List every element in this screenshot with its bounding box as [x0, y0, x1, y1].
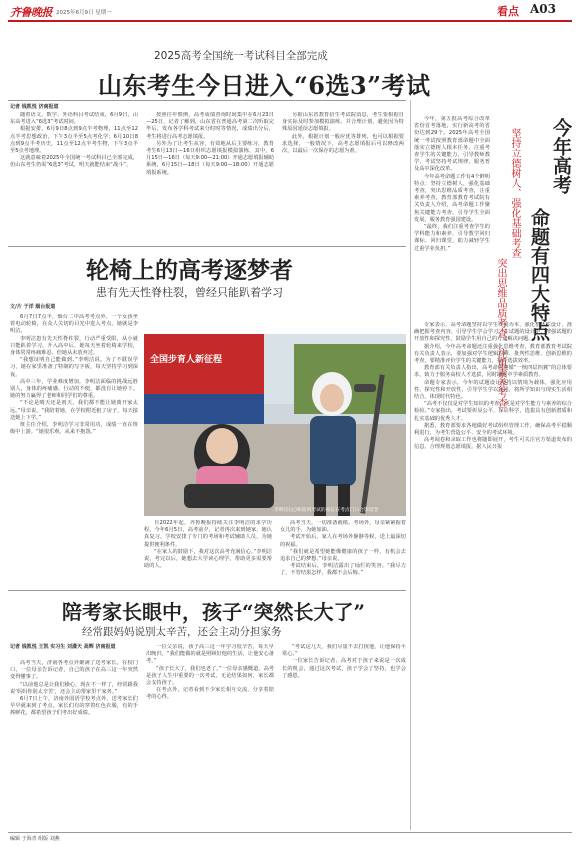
- story1-kicker: 2025高考全国统一考试科目全部完成: [154, 50, 328, 62]
- sidebar-col-bottom: [414, 322, 572, 820]
- story1-p6: 另据山东省教育招生考试院消息，考生要根据自身实际及时参加模拟演练，并合理计划，避免因为特殊原因延误志愿填报。: [282, 112, 404, 133]
- story2-headline: 轮椅上的高考逐梦者: [86, 257, 293, 284]
- sidebar-p8: “高考不仅仅是对学生知识的考查，更是对学生能力与素养的综合检验。”专家指出，考试要彰显公平，保证科学，选拔具有创新潜质和扎实基础的优秀人才。: [414, 401, 572, 422]
- story2-col-right: [280, 520, 406, 582]
- story1-headline: 山东考生今日进入“6选3”考试: [98, 71, 431, 100]
- story2-photo: [144, 334, 406, 516]
- masthead-section: 看点: [497, 5, 519, 18]
- story1-p4: 按照往年惯例，高考成绩查询时间集中在6月23日—25日，记者了解到，山东省在普通高考第二次听取完毕后，发布各学科考试来分时时等情况，成绩出分后，考生将进行高考志愿填报。: [146, 112, 274, 140]
- masthead-date: 2025年6月9日 星期一: [56, 10, 112, 16]
- story1-byline: 记者 钱凯悦 济南报道: [10, 104, 59, 110]
- story2-p1: 6月7日7点半，烟台二中高考考点外，一个女孩坐着电动轮椅，在众人关切的目光中进入考点。她就是李明洁。: [10, 314, 138, 335]
- story3-p5: “孩子长大了，我们也老了。”一位母亲感慨道，高考是孩子人生中重要的一次考试，无论结果如何，家长都会支持孩子。: [146, 665, 274, 687]
- story2-col-mid: [144, 520, 272, 582]
- story1-p5: 另外为了让考生从容，有效地从后主要练习，教育考生6月13日—16日组织志愿填报模拟演练，其中，6月15日—16日（每天9:00—21:00）开通志愿填报辅助系统，6月15日—18日（每天9:00—18:00）开通志愿填报系统。: [146, 140, 274, 176]
- story3-byline: 记者 钱凯悦 王凯 实习生 刘潇天 高辉 济南报道: [10, 644, 116, 650]
- story3-subhead: 经常跟妈妈说别太辛苦，还会主动分担家务: [82, 626, 282, 638]
- story2-p12: 考试结束后，李明洁露出了灿烂的笑容。“我尽力了，不管结果怎样，我都不会后悔。”: [280, 563, 406, 577]
- sidebar-p6: 教育部有关负责人指出，高考命题遵循“一核四层四翼”的总体要求，致力于服务高校人才选拔，同时助推中学素质教育。: [414, 365, 572, 379]
- story1-col2: [146, 112, 274, 242]
- story1-col3: [282, 112, 404, 242]
- story3-col3: [282, 644, 406, 826]
- story2-p6: 班主任介绍，李明洁学习非常用功，成绩一直在班级中上游。“她很乐观，从来不抱怨。”: [10, 422, 138, 436]
- story2-top-rule: [8, 246, 406, 247]
- story2-p2: 李明洁患有先天性脊柱裂，行动严重受限，从小就只能趴着学习。升入高中后，她每天坐着轮椅来学校，身体常常疼痛难忍，但她从未放弃过。: [10, 335, 138, 357]
- story1-rule: [8, 100, 406, 101]
- sidebar-p3: “最终，我们注重考查学生的学科能力和素养，引导教学回归课标、回归课堂，助力减轻学生过重学业负担。”: [414, 224, 490, 252]
- story2-p11: “我们就是希望她能像健康的孩子一样，有机会去追求自己的梦想。”母亲说。: [280, 548, 406, 563]
- story2-subhead: 患有先天性脊柱裂，曾经只能趴着学习: [96, 286, 283, 299]
- story2-p10: 考试开始后，家人在考场外静静等候，送上最深切的祝福。: [280, 534, 406, 548]
- story2-byline: 文/片 于洋 烟台报道: [10, 304, 56, 310]
- footer-rule: [8, 832, 572, 833]
- sidebar-col-top: [414, 116, 490, 320]
- sidebar-sub-col2: 突出思维品质考查、注重素养考查: [495, 258, 506, 408]
- story3-p7: “考试这几天，我们尽量不去打扰他，让他保持平常心。”: [282, 644, 406, 658]
- sidebar-divider: [410, 100, 411, 830]
- story2-p7: 自2022年起，齐鲁晚报持续关注李明洁的求学历程。今年6月5日，高考前夕，记者再次来到她家，她认真复习。学校安排了专门的考场和考试辅助人员，为她提供便利条件。: [144, 520, 272, 548]
- sidebar-p2: 今年高考命题工作有4个鲜明特点：坚持立德树人，强化基础考查，突出思维品质考查，注重素养考查。教育部教育考试院有关负责人介绍，高考命题工作聚焦关键能力考查，引导学生全面发展，服务教育强国建设。: [414, 173, 490, 223]
- story3-p2: “以前他总是让我们操心，现在不一样了，经常跟我说‘妈妈你别太辛苦’，还会主动帮家里干家务。”: [10, 681, 138, 695]
- sidebar-title-col1: 今年高考: [550, 118, 572, 194]
- story3-headline: 陪考家长眼中，孩子“突然长大了”: [62, 600, 366, 624]
- sidebar-p1: 今年，第五批高考综合改革省份首考落地，实行新高考的省份达到29个。2025年高考全国统一考试按照教育部命题中全面落实立德树人根本任务，注重考查学生的关键能力，引导教师教学，考试坚持考试规律，服务普及高中深化改革。: [414, 116, 490, 173]
- story1-p2: 根据安排，6月9日8点到9点半考物理，11点至12点半考思想政治，下午3点半至5点考化学；6月10日8点到9点半考历史，11点至12点半考生物，下午3点半至5点考地理。: [10, 126, 138, 155]
- story1-col1: [10, 112, 138, 242]
- story2-p3: “我想证明自己能做到。”李明洁说。为了不耽误学习，她在家里准备了特制的写字板，每天坚持学习到深夜。: [10, 357, 138, 378]
- sidebar-p9: 据悉，教育部要求各地做好考试组织管理工作，确保高考平稳顺利进行，为考生营造公平、安全的考试环境。: [414, 422, 572, 437]
- story2-p8: “在家人的鼓励下，我对这次高考充满信心。”李明洁说，考完以后，她想去大学读心理学，帮助更多需要帮助的人。: [144, 548, 272, 570]
- story3-top-rule: [8, 590, 406, 591]
- story3-p1: 高考当天，济南各考点外聚满了送考家长。在校门口，一位母亲告诉记者，自己的孩子在高三这一年突然变得懂事了。: [10, 660, 138, 681]
- sidebar-p10: 高考阅卷和录取工作也将随即展开，考生可关注官方渠道发布的信息，合理规划志愿填报。据人民日报: [414, 437, 572, 451]
- masthead-logo: 齐鲁晚报: [10, 6, 52, 19]
- sidebar-p7: 命题专家表示，今年的试题设计坚持以情境为载体，强化应用性、探究性和开放性，引导学生学以致用，将所学知识与现实生活相结合，体现时代特色。: [414, 379, 572, 401]
- story1-p3: 这就意味着2025年全国统一考试科目已全部完成，但山东考生仍需“6选3”考试，明天就能结束“战斗”。: [10, 155, 138, 169]
- story1-p7: 此外，根据计划一般应优等排列，也可以根据要求选择，一般情况下，高考志愿填报后可以修改两次，以最后一次保存的志愿为准。: [282, 133, 404, 155]
- masthead-rule: [8, 20, 572, 22]
- photo-caption: 李明洁(左)和陪同考试的家长在考点门口合影留念: [274, 508, 379, 513]
- story2-p4: 高中三年，学业难度增加，李明洁面临的挑战远胜别人，身体的疼痛感、行动的不便，都没有让她停下。她的努力赢得了老师和同学们的尊重。: [10, 378, 138, 400]
- sidebar-title-col2: 命题有四大特点: [528, 208, 550, 341]
- story2-p5: “不论是晴天还是雨天，我们都不能让她离开家太远。”母亲说，“我陪着她，在学校附近租了房子，每天接送她上下学。”: [10, 400, 138, 421]
- story3-p8: 一位家长告诉记者，高考对于孩子来说是一次成长的机会，通过这次考试，孩子学会了坚持，也学会了感恩。: [282, 658, 406, 679]
- story3-p3: 6月7日上午，济南外国语学校考点外，送考家长们早早就来到了考点。家长们有的穿着红色衣服，有的手捧鲜花，都希望孩子们考出好成绩。: [10, 696, 138, 717]
- story2-p9: 高考当天，一切准备就绪。考场外，母亲紧紧握着女儿的手，为她加油。: [280, 520, 406, 534]
- sidebar-p5: 据介绍，今年高考命题还注重强化思维考查，教育部教育考试院有关负责人表示，要加强对学生逻辑思维、批判性思维、创新思维的考查，要精准评价学生的关键能力，提升选拔效率。: [414, 343, 572, 365]
- masthead-page: A03: [530, 2, 557, 16]
- story3-col1: [10, 660, 138, 826]
- footer-editors: 编辑 于海青 组版 刘燕: [10, 836, 60, 842]
- story3-p6: 在考点外，记者看到不少家长相互交流，分享着陪考的心得。: [146, 687, 274, 701]
- sidebar-p4: 专家表示，高考命题坚持以学生发展为本，强化整体性设计，准确把握考查内容，引导学生学会学习。在试题的设计中，增强试题的开放性和探究性，鼓励学生用自己的方法解决问题。: [414, 322, 572, 343]
- story1-p1: 随着语文、数学、外语科目考试结束，6月9日，山东高考进入“6选3”考试时间。: [10, 112, 138, 126]
- sidebar-sub-col1: 坚持立德树人、强化基础考查: [509, 128, 520, 258]
- story2-col-left: [10, 314, 138, 570]
- photo-banner-text: 全国步育人新征程: [150, 355, 223, 365]
- story3-p4: 一位父亲说，孩子高三这一年学习很辛苦，每天早出晚归，“我们能做的就是照顾好他的生活，让他安心备考。”: [146, 644, 274, 665]
- story3-col2: [146, 644, 274, 826]
